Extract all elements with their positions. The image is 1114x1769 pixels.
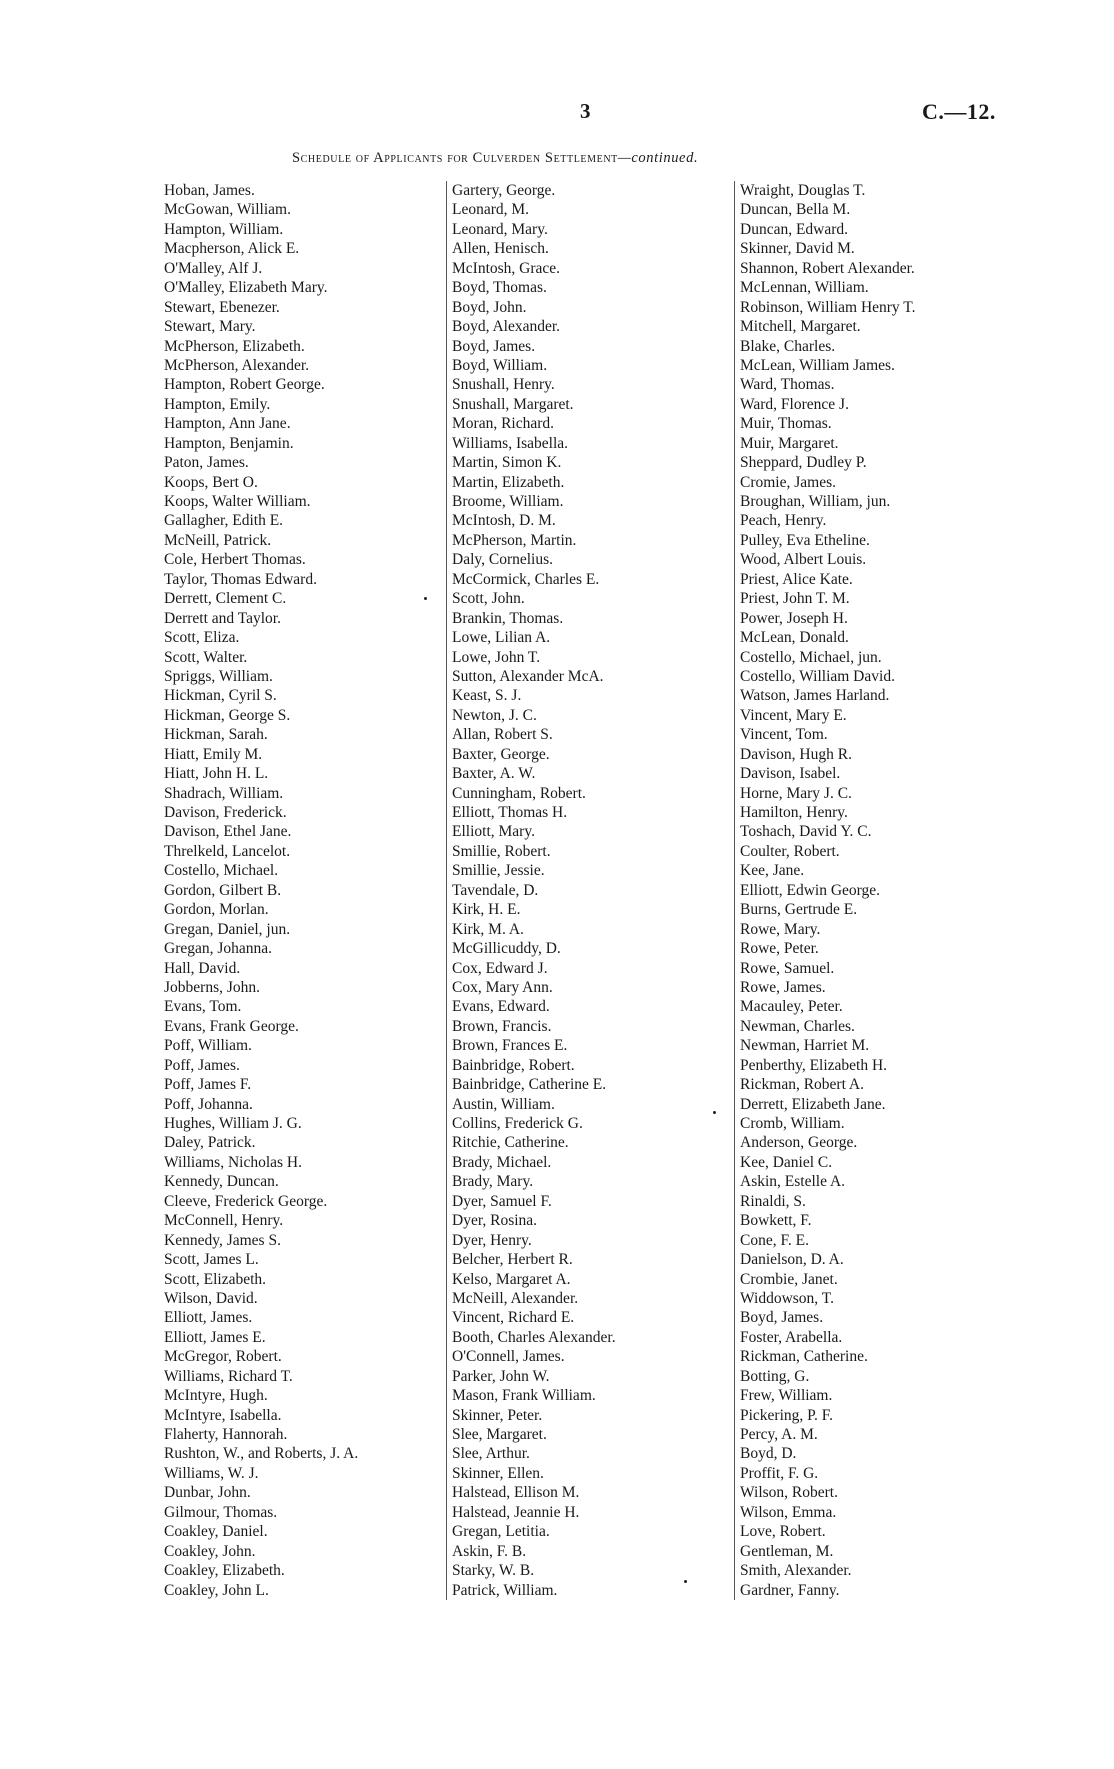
applicant-entry: O'Malley, Alf J. bbox=[164, 259, 263, 277]
applicant-entry: Hampton, Benjamin. bbox=[164, 434, 294, 452]
applicant-entry: Kirk, H. E. bbox=[452, 901, 521, 919]
applicant-entry: Spriggs, William. bbox=[164, 667, 273, 685]
applicant-entry: Cromie, James. bbox=[740, 473, 836, 491]
applicant-entry: Proffit, F. G. bbox=[740, 1464, 819, 1482]
applicant-entry: McLean, Donald. bbox=[740, 629, 849, 647]
applicant-entry: Tavendale, D. bbox=[452, 881, 539, 899]
applicant-entry: Derrett and Taylor. bbox=[164, 609, 281, 627]
applicant-entry: Hampton, William. bbox=[164, 220, 284, 238]
applicant-entry: Bainbridge, Robert. bbox=[452, 1056, 575, 1074]
applicant-entry: Gentleman, M. bbox=[740, 1542, 834, 1560]
applicant-entry: Jobberns, John. bbox=[164, 978, 261, 996]
applicant-entry: Boyd, James. bbox=[740, 1309, 824, 1327]
applicant-entry: Coulter, Robert. bbox=[740, 842, 840, 860]
schedule-heading bbox=[292, 150, 698, 167]
applicant-entry: McGregor, Robert. bbox=[164, 1348, 282, 1366]
applicant-entry: Elliott, James. bbox=[164, 1309, 253, 1327]
applicant-entry: Dyer, Henry. bbox=[452, 1231, 532, 1249]
applicant-entry: Rowe, Peter. bbox=[740, 940, 819, 958]
applicant-entry: Hampton, Robert George. bbox=[164, 376, 325, 394]
applicant-entry: Keast, S. J. bbox=[452, 687, 522, 705]
applicant-entry: McGillicuddy, D. bbox=[452, 940, 561, 958]
applicant-entry: Broughan, William, jun. bbox=[740, 493, 891, 510]
applicant-entry: Brankin, Thomas. bbox=[452, 609, 564, 627]
applicant-entry: Cleeve, Frederick George. bbox=[164, 1192, 328, 1210]
applicant-entry: Muir, Thomas. bbox=[740, 415, 832, 433]
applicant-entry: Stewart, Mary. bbox=[164, 318, 256, 336]
applicant-entry: McIntyre, Hugh. bbox=[164, 1387, 268, 1405]
applicant-entry: Wraight, Douglas T. bbox=[740, 182, 866, 199]
schedule-heading-suffix: —continued. bbox=[617, 150, 699, 166]
applicant-entry: Newton, J. C. bbox=[452, 706, 537, 724]
applicant-entry: Askin, F. B. bbox=[452, 1542, 527, 1560]
applicant-entry: Hall, David. bbox=[164, 959, 241, 977]
applicant-entry: O'Malley, Elizabeth Mary. bbox=[164, 279, 328, 297]
applicant-entry: Smith, Alexander. bbox=[740, 1562, 852, 1580]
applicant-entry: Rickman, Robert A. bbox=[740, 1076, 864, 1094]
applicant-entry: Percy, A. M. bbox=[740, 1426, 818, 1443]
applicant-entry: Davison, Frederick. bbox=[164, 804, 287, 821]
applicant-entry: Parker, John W. bbox=[452, 1367, 550, 1385]
applicant-entry: Brown, Frances E. bbox=[452, 1037, 568, 1055]
applicant-entry: Vincent, Mary E. bbox=[740, 706, 847, 724]
applicant-entry: Derrett, Clement C. bbox=[164, 590, 287, 608]
applicant-entry: Dunbar, John. bbox=[164, 1484, 251, 1502]
applicant-entry: Williams, Isabella. bbox=[452, 434, 569, 452]
applicant-entry: Gregan, Johanna. bbox=[164, 940, 273, 958]
applicant-entry: Kee, Jane. bbox=[740, 862, 805, 880]
applicant-entry: Horne, Mary J. C. bbox=[740, 784, 852, 802]
applicant-entry: Vincent, Tom. bbox=[740, 726, 828, 744]
applicant-entry: Power, Joseph H. bbox=[740, 609, 848, 627]
applicant-entry: Moran, Richard. bbox=[452, 415, 555, 433]
applicant-entry: Boyd, James. bbox=[452, 337, 536, 355]
applicant-entry: Blake, Charles. bbox=[740, 337, 836, 355]
applicant-entry: Halstead, Jeannie H. bbox=[452, 1503, 580, 1521]
applicant-entry: Costello, William David. bbox=[740, 667, 895, 685]
applicant-entry: Boyd, John. bbox=[452, 298, 527, 316]
applicant-entry: Coakley, Elizabeth. bbox=[164, 1562, 285, 1580]
applicant-entry: Hickman, Sarah. bbox=[164, 726, 268, 744]
applicant-entry: Toshach, David Y. C. bbox=[740, 823, 872, 841]
applicant-entry: Askin, Estelle A. bbox=[740, 1173, 846, 1191]
applicant-entry: Flaherty, Hannorah. bbox=[164, 1426, 288, 1443]
applicant-entry: Scott, John. bbox=[452, 590, 525, 608]
applicant-entry: Frew, William. bbox=[740, 1387, 833, 1405]
applicant-entry: Allan, Robert S. bbox=[452, 726, 553, 744]
applicant-entry: Hoban, James. bbox=[164, 182, 255, 199]
applicant-entry: McIntosh, D. M. bbox=[452, 512, 556, 530]
applicant-entry: Hickman, George S. bbox=[164, 706, 291, 724]
applicant-entry: Mason, Frank William. bbox=[452, 1387, 596, 1405]
applicant-entry: Wilson, David. bbox=[164, 1289, 258, 1307]
applicant-entry: Coakley, John. bbox=[164, 1542, 256, 1560]
applicant-entry: Widdowson, T. bbox=[740, 1289, 834, 1307]
applicant-entry: Rickman, Catherine. bbox=[740, 1348, 868, 1366]
applicant-entry: Kennedy, Duncan. bbox=[164, 1173, 279, 1191]
applicant-entry: Boyd, William. bbox=[452, 356, 548, 374]
applicant-entry: Poff, William. bbox=[164, 1037, 252, 1055]
applicant-entry: Kennedy, James S. bbox=[164, 1231, 281, 1249]
applicant-entry: Hickman, Cyril S. bbox=[164, 687, 277, 705]
applicant-entry: Gilmour, Thomas. bbox=[164, 1503, 278, 1521]
applicant-entry: Boyd, Thomas. bbox=[452, 279, 547, 297]
applicant-entry: Elliott, James E. bbox=[164, 1328, 266, 1346]
applicant-entry: Boyd, D. bbox=[740, 1445, 797, 1463]
schedule-heading-main: Schedule of Applicants for Culverden Settlement bbox=[292, 150, 618, 166]
applicant-entry: Skinner, David M. bbox=[740, 240, 855, 258]
applicant-entry: Elliott, Edwin George. bbox=[740, 881, 881, 899]
applicant-entry: Gregan, Daniel, jun. bbox=[164, 920, 291, 938]
applicant-entry: McPherson, Elizabeth. bbox=[164, 337, 305, 355]
applicant-entry: McLean, William James. bbox=[740, 356, 895, 374]
applicant-entry: Gardner, Fanny. bbox=[740, 1581, 840, 1599]
print-speck bbox=[684, 1580, 687, 1583]
applicant-entry: Crombie, Janet. bbox=[740, 1270, 838, 1288]
applicant-entry: Gregan, Letitia. bbox=[452, 1523, 550, 1541]
applicant-entry: Booth, Charles Alexander. bbox=[452, 1328, 616, 1346]
applicant-entry: Davison, Isabel. bbox=[740, 765, 841, 783]
applicant-entry: Priest, John T. M. bbox=[740, 590, 850, 608]
applicant-entry: Wilson, Robert. bbox=[740, 1484, 838, 1502]
applicant-entry: Williams, Richard T. bbox=[164, 1367, 293, 1385]
applicant-entry: Skinner, Peter. bbox=[452, 1406, 543, 1424]
applicant-entry: Stewart, Ebenezer. bbox=[164, 298, 280, 316]
applicant-entry: Brown, Francis. bbox=[452, 1017, 552, 1035]
applicant-entry: Costello, Michael, jun. bbox=[740, 648, 882, 666]
applicant-entry: Coakley, Daniel. bbox=[164, 1523, 268, 1541]
applicant-entry: Peach, Henry. bbox=[740, 512, 827, 530]
applicant-entry: Lowe, Lilian A. bbox=[452, 629, 551, 647]
applicant-entry: Newman, Charles. bbox=[740, 1017, 855, 1035]
applicant-entry: Skinner, Ellen. bbox=[452, 1464, 544, 1482]
applicant-entry: Cox, Mary Ann. bbox=[452, 978, 553, 996]
applicant-entry: Kee, Daniel C. bbox=[740, 1153, 833, 1171]
applicant-entry: Robinson, William Henry T. bbox=[740, 298, 916, 316]
applicant-entry: Collins, Frederick G. bbox=[452, 1115, 583, 1132]
applicant-entry: McIntyre, Isabella. bbox=[164, 1406, 282, 1424]
applicant-entry: Hiatt, John H. L. bbox=[164, 765, 269, 783]
applicant-entry: Duncan, Bella M. bbox=[740, 201, 851, 219]
applicant-entry: Shadrach, William. bbox=[164, 784, 284, 802]
applicant-entry: Gordon, Morlan. bbox=[164, 901, 269, 919]
applicant-entry: Bainbridge, Catherine E. bbox=[452, 1076, 607, 1094]
applicant-entry: Rushton, W., and Roberts, J. A. bbox=[164, 1445, 359, 1463]
applicant-entry: Snushall, Henry. bbox=[452, 376, 555, 394]
applicant-entry: Mitchell, Margaret. bbox=[740, 318, 861, 336]
applicant-entry: Danielson, D. A. bbox=[740, 1251, 844, 1269]
applicant-entry: Evans, Edward. bbox=[452, 998, 550, 1016]
applicant-entry: Watson, James Harland. bbox=[740, 687, 890, 705]
applicant-entry: Pulley, Eva Etheline. bbox=[740, 531, 870, 549]
applicant-entry: Bowkett, F. bbox=[740, 1212, 812, 1230]
applicant-entry: Poff, James F. bbox=[164, 1076, 252, 1094]
applicant-entry: Ritchie, Catherine. bbox=[452, 1134, 569, 1152]
applicant-entry: Daley, Patrick. bbox=[164, 1134, 256, 1152]
applicant-entry: Davison, Hugh R. bbox=[740, 745, 852, 763]
applicant-entry: Taylor, Thomas Edward. bbox=[164, 570, 317, 588]
applicant-entry: Hampton, Ann Jane. bbox=[164, 415, 291, 433]
applicant-entry: Brady, Mary. bbox=[452, 1173, 534, 1191]
applicant-entry: Evans, Tom. bbox=[164, 998, 242, 1016]
applicant-entry: Hamilton, Henry. bbox=[740, 804, 848, 821]
applicant-entry: Leonard, M. bbox=[452, 201, 530, 219]
applicant-entry: Wood, Albert Louis. bbox=[740, 551, 867, 569]
applicant-entry: Cole, Herbert Thomas. bbox=[164, 551, 306, 569]
applicant-entry: Scott, Eliza. bbox=[164, 629, 240, 647]
applicant-entry: Baxter, George. bbox=[452, 745, 550, 763]
applicant-entry: McNeill, Alexander. bbox=[452, 1289, 579, 1307]
applicant-column-1 bbox=[164, 181, 358, 1600]
applicant-entry: Sheppard, Dudley P. bbox=[740, 454, 867, 472]
applicant-entry: Derrett, Elizabeth Jane. bbox=[740, 1095, 886, 1113]
applicant-entry: Davison, Ethel Jane. bbox=[164, 823, 292, 841]
applicant-entry: Shannon, Robert Alexander. bbox=[740, 259, 915, 277]
applicant-entry: Costello, Michael. bbox=[164, 862, 279, 880]
applicant-entry: Rowe, Mary. bbox=[740, 920, 821, 938]
applicant-entry: Dyer, Rosina. bbox=[452, 1212, 538, 1230]
applicant-entry: McCormick, Charles E. bbox=[452, 570, 600, 588]
applicant-entry: Poff, James. bbox=[164, 1056, 240, 1074]
applicant-entry: Boyd, Alexander. bbox=[452, 318, 561, 336]
applicant-entry: O'Connell, James. bbox=[452, 1348, 565, 1366]
applicant-entry: Love, Robert. bbox=[740, 1523, 826, 1541]
applicant-entry: Evans, Frank George. bbox=[164, 1017, 299, 1035]
applicant-entry: McLennan, William. bbox=[740, 279, 869, 297]
applicant-entry: Anderson, George. bbox=[740, 1134, 858, 1152]
applicant-entry: Martin, Elizabeth. bbox=[452, 473, 565, 491]
applicant-entry: Halstead, Ellison M. bbox=[452, 1484, 580, 1502]
applicant-entry: Broome, William. bbox=[452, 493, 564, 510]
applicant-entry: Cromb, William. bbox=[740, 1115, 845, 1132]
applicant-entry: Penberthy, Elizabeth H. bbox=[740, 1056, 888, 1074]
applicant-entry: Rinaldi, S. bbox=[740, 1192, 806, 1210]
applicant-entry: Cone, F. E. bbox=[740, 1231, 809, 1249]
applicant-entry: McNeill, Patrick. bbox=[164, 531, 272, 549]
applicant-entry: Koops, Walter William. bbox=[164, 493, 311, 510]
applicant-entry: Vincent, Richard E. bbox=[452, 1309, 575, 1327]
applicant-entry: Paton, James. bbox=[164, 454, 249, 472]
applicant-entry: Brady, Michael. bbox=[452, 1153, 552, 1171]
applicant-entry: McGowan, William. bbox=[164, 201, 291, 219]
applicant-entry: Gallagher, Edith E. bbox=[164, 512, 284, 530]
applicant-entry: Newman, Harriet M. bbox=[740, 1037, 870, 1055]
applicant-entry: Scott, James L. bbox=[164, 1251, 259, 1269]
applicant-column-2 bbox=[446, 181, 616, 1600]
applicant-entry: Macpherson, Alick E. bbox=[164, 240, 300, 258]
applicant-entry: Smillie, Robert. bbox=[452, 842, 551, 860]
applicant-entry: Kelso, Margaret A. bbox=[452, 1270, 571, 1288]
document-code: C.—12. bbox=[922, 99, 996, 124]
applicant-entry: McPherson, Martin. bbox=[452, 531, 577, 549]
applicant-entry: Elliott, Thomas H. bbox=[452, 804, 568, 821]
page-number: 3 bbox=[580, 99, 591, 123]
applicant-entry: Priest, Alice Kate. bbox=[740, 570, 853, 588]
applicant-entry: Poff, Johanna. bbox=[164, 1095, 253, 1113]
applicant-entry: Dyer, Samuel F. bbox=[452, 1192, 552, 1210]
applicant-entry: Smillie, Jessie. bbox=[452, 862, 545, 880]
applicant-entry: McIntosh, Grace. bbox=[452, 259, 561, 277]
applicant-entry: Baxter, A. W. bbox=[452, 765, 536, 783]
applicant-entry: Macauley, Peter. bbox=[740, 998, 843, 1016]
applicant-entry: Hughes, William J. G. bbox=[164, 1115, 302, 1132]
applicant-entry: Ward, Thomas. bbox=[740, 376, 835, 394]
applicant-entry: Slee, Margaret. bbox=[452, 1426, 547, 1443]
print-speck bbox=[713, 1111, 716, 1114]
applicant-column-3 bbox=[734, 181, 915, 1600]
applicant-entry: Starky, W. B. bbox=[452, 1562, 535, 1580]
applicant-entry: Muir, Margaret. bbox=[740, 434, 839, 452]
applicant-entry: Scott, Walter. bbox=[164, 648, 248, 666]
applicant-entry: Leonard, Mary. bbox=[452, 220, 548, 238]
applicant-entry: Daly, Cornelius. bbox=[452, 551, 554, 569]
applicant-entry: Duncan, Edward. bbox=[740, 220, 849, 238]
applicant-entry: Botting, G. bbox=[740, 1367, 810, 1385]
applicant-entry: Hiatt, Emily M. bbox=[164, 745, 263, 763]
applicant-entry: Gordon, Gilbert B. bbox=[164, 881, 282, 899]
applicant-entry: Snushall, Margaret. bbox=[452, 395, 574, 413]
applicant-entry: Rowe, James. bbox=[740, 978, 826, 996]
applicant-entry: McConnell, Henry. bbox=[164, 1212, 284, 1230]
applicant-entry: Wilson, Emma. bbox=[740, 1503, 837, 1521]
applicant-entry: Threlkeld, Lancelot. bbox=[164, 842, 291, 860]
applicant-entry: Cunningham, Robert. bbox=[452, 784, 586, 802]
applicant-entry: Cox, Edward J. bbox=[452, 959, 548, 977]
applicant-entry: Allen, Henisch. bbox=[452, 240, 549, 258]
applicant-entry: Sutton, Alexander McA. bbox=[452, 667, 604, 685]
applicant-entry: Elliott, Mary. bbox=[452, 823, 535, 841]
applicant-entry: Patrick, William. bbox=[452, 1581, 558, 1599]
applicant-entry: Scott, Elizabeth. bbox=[164, 1270, 267, 1288]
applicant-entry: Burns, Gertrude E. bbox=[740, 901, 858, 919]
applicant-entry: Martin, Simon K. bbox=[452, 454, 562, 472]
applicant-entry: Kirk, M. A. bbox=[452, 920, 524, 938]
applicant-entry: Koops, Bert O. bbox=[164, 473, 258, 491]
applicant-entry: Pickering, P. F. bbox=[740, 1406, 834, 1424]
applicant-entry: Rowe, Samuel. bbox=[740, 959, 835, 977]
applicant-entry: Gartery, George. bbox=[452, 182, 556, 199]
applicant-entry: Hampton, Emily. bbox=[164, 395, 271, 413]
applicant-entry: Austin, William. bbox=[452, 1095, 555, 1113]
applicant-entry: Lowe, John T. bbox=[452, 648, 541, 666]
applicant-entry: Williams, Nicholas H. bbox=[164, 1153, 302, 1171]
applicant-entry: Ward, Florence J. bbox=[740, 395, 849, 413]
applicant-entry: Belcher, Herbert R. bbox=[452, 1251, 573, 1269]
applicant-entry: Coakley, John L. bbox=[164, 1581, 269, 1599]
applicant-entry: Slee, Arthur. bbox=[452, 1445, 530, 1463]
print-speck bbox=[424, 597, 427, 600]
applicant-entry: Williams, W. J. bbox=[164, 1464, 259, 1482]
applicant-entry: Foster, Arabella. bbox=[740, 1328, 843, 1346]
applicant-entry: McPherson, Alexander. bbox=[164, 356, 310, 374]
